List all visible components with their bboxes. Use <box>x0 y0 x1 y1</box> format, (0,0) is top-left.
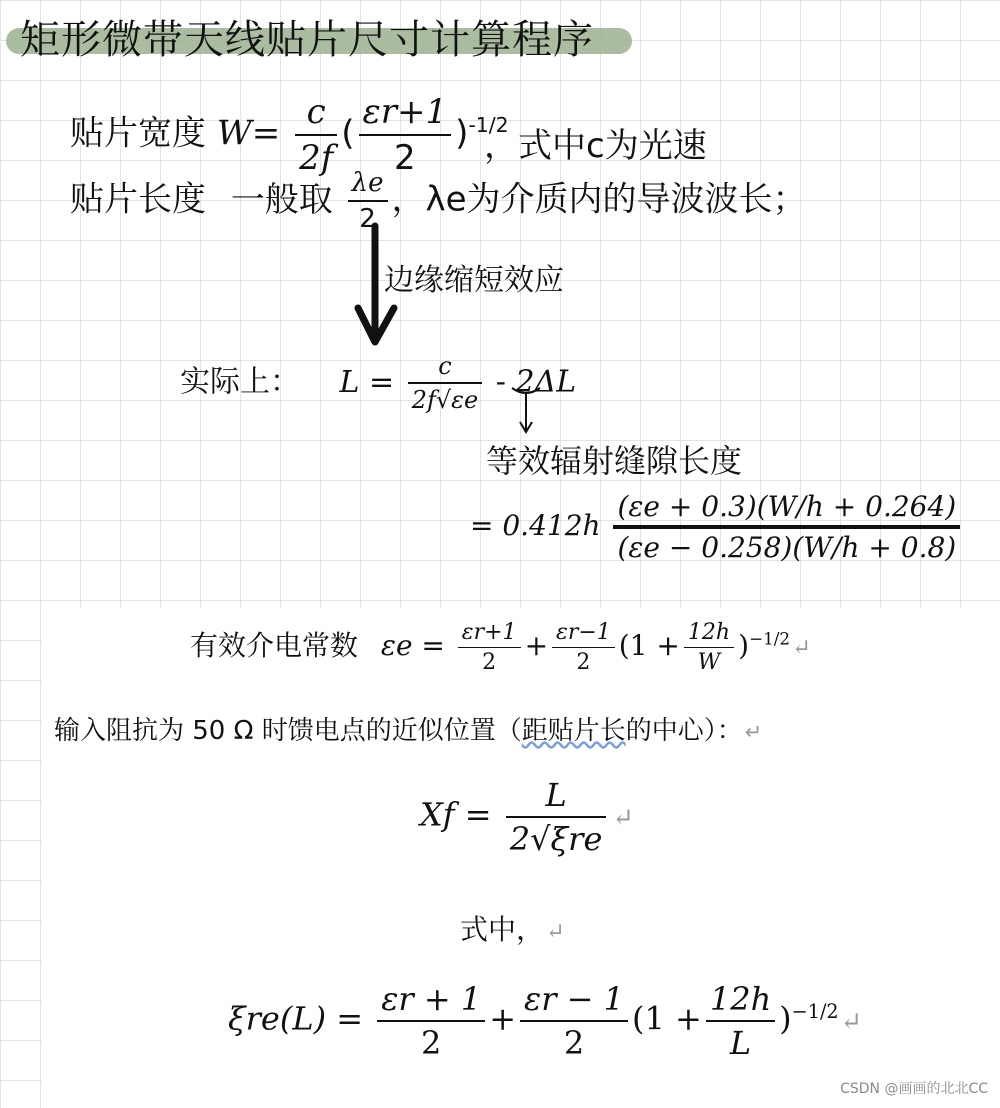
eff-frac-1 <box>458 620 521 675</box>
patch-width-fraction <box>295 92 337 178</box>
patch-width-den: 2f <box>295 134 337 178</box>
return-mark-icon: ↵ <box>744 720 763 744</box>
xf-lhs: Xf = <box>420 795 492 834</box>
actual-tail: - 2ΔL <box>495 364 577 400</box>
delta-l-num: (εe + 0.3)(W/h + 0.264) <box>617 490 957 523</box>
xire-frac-1-den: 2 <box>377 1020 485 1062</box>
patch-width-label: 贴片宽度 <box>70 113 206 154</box>
patch-length-label: 贴片长度 <box>70 179 206 220</box>
delta-l-formula <box>470 490 964 564</box>
patch-width-note: ，式中c为光速 <box>484 126 707 166</box>
eff-frac-1-num: εr+1 <box>461 620 517 645</box>
feed-position-line <box>54 710 762 747</box>
page-title: 矩形微带天线贴片尺寸计算程序 <box>20 17 594 63</box>
feed-line-prefix: 输入阻抗为 50 Ω 时馈电点的近似位置（ <box>54 716 522 746</box>
eff-frac-3-num: 12h <box>687 620 731 645</box>
eff-frac-3-den: W <box>684 647 734 675</box>
patch-width-inner-den: 2 <box>359 134 452 178</box>
return-mark-icon: ↵ <box>840 1006 863 1037</box>
equiv-slot-label: 等效辐射缝隙长度 <box>486 442 743 480</box>
patch-length-den: 2 <box>348 200 388 234</box>
xire-frac-3 <box>706 980 775 1062</box>
actual-lhs: L = <box>339 364 395 400</box>
xire-frac-2-num: εr − 1 <box>524 980 625 1018</box>
xire-plus: + <box>489 999 517 1038</box>
patch-width-exponent: -1/2 <box>468 113 509 138</box>
return-mark-icon: ↵ <box>792 635 811 661</box>
where-line <box>460 908 565 948</box>
small-down-arrow-icon <box>508 382 548 438</box>
patch-width-line: 贴片宽度 W= $\frac{c}{2f}$ ( $\frac{\varepsilon r+1}{2}$ )$^{-1/2}$ <box>70 92 509 178</box>
xf-fraction <box>506 776 607 858</box>
patch-length-note: ，λe为介质内的导波波长； <box>391 179 807 220</box>
xf-den: 2√ξre <box>506 816 607 858</box>
feed-line-suffix: 的中心）： <box>625 716 743 746</box>
eff-frac-2 <box>552 620 615 675</box>
patch-width-inner-fraction <box>359 92 452 178</box>
xire-frac-1-num: εr + 1 <box>381 980 482 1018</box>
eff-frac-2-den: 2 <box>552 647 615 675</box>
patch-width-num: c <box>306 92 326 132</box>
eff-lhs: εe = <box>380 629 445 662</box>
effective-permittivity-line <box>190 620 811 675</box>
typed-section <box>42 608 1000 1108</box>
patch-length-line <box>70 168 807 234</box>
xire-frac-3-num: 12h <box>709 980 772 1018</box>
xire-formula <box>228 980 862 1062</box>
xire-exponent: −1/2 <box>791 999 839 1023</box>
return-mark-icon: ↵ <box>612 802 634 833</box>
where-label: 式中， <box>460 913 545 946</box>
effective-permittivity-label: 有效介电常数 <box>190 629 359 662</box>
patch-width-lhs: W= <box>216 113 281 154</box>
eff-frac-3 <box>684 620 734 675</box>
eff-frac-1-den: 2 <box>458 647 521 675</box>
eff-paren-open: (1 + <box>618 629 680 662</box>
patch-length-num: λe <box>351 168 384 198</box>
xf-formula <box>420 776 634 858</box>
xire-paren-open: (1 + <box>632 999 702 1038</box>
xire-lhs: ξre(L) = <box>228 999 364 1038</box>
delta-l-den: (εe − 0.258)(W/h + 0.8) <box>613 525 960 564</box>
eff-plus: + <box>524 629 549 662</box>
patch-length-text: 一般取 <box>230 179 333 220</box>
feed-line-wavy: 距贴片长 <box>521 716 626 746</box>
return-mark-icon: ↵ <box>546 919 565 945</box>
xire-frac-2 <box>520 980 628 1062</box>
actual-label: 实际上： <box>180 364 300 400</box>
watermark: CSDN @画画的北北CC <box>840 1081 988 1097</box>
eff-frac-2-num: εr−1 <box>556 620 611 645</box>
eff-paren-close: ) <box>738 629 750 662</box>
edge-effect-label: 边缘缩短效应 <box>384 263 564 298</box>
xire-frac-3-den: L <box>706 1020 775 1062</box>
xire-paren-close: ) <box>779 999 792 1038</box>
delta-l-lhs: = 0.412h <box>470 509 601 542</box>
xire-frac-1 <box>377 980 485 1062</box>
eff-exponent: −1/2 <box>749 628 791 649</box>
actual-fraction <box>408 352 483 414</box>
patch-width-inner-num: εr+1 <box>362 92 448 132</box>
actual-num: c <box>438 352 452 380</box>
xire-frac-2-den: 2 <box>520 1020 628 1062</box>
delta-l-fraction <box>613 490 960 564</box>
xf-num: L <box>545 776 567 814</box>
actual-den: 2f√εe <box>408 382 483 414</box>
